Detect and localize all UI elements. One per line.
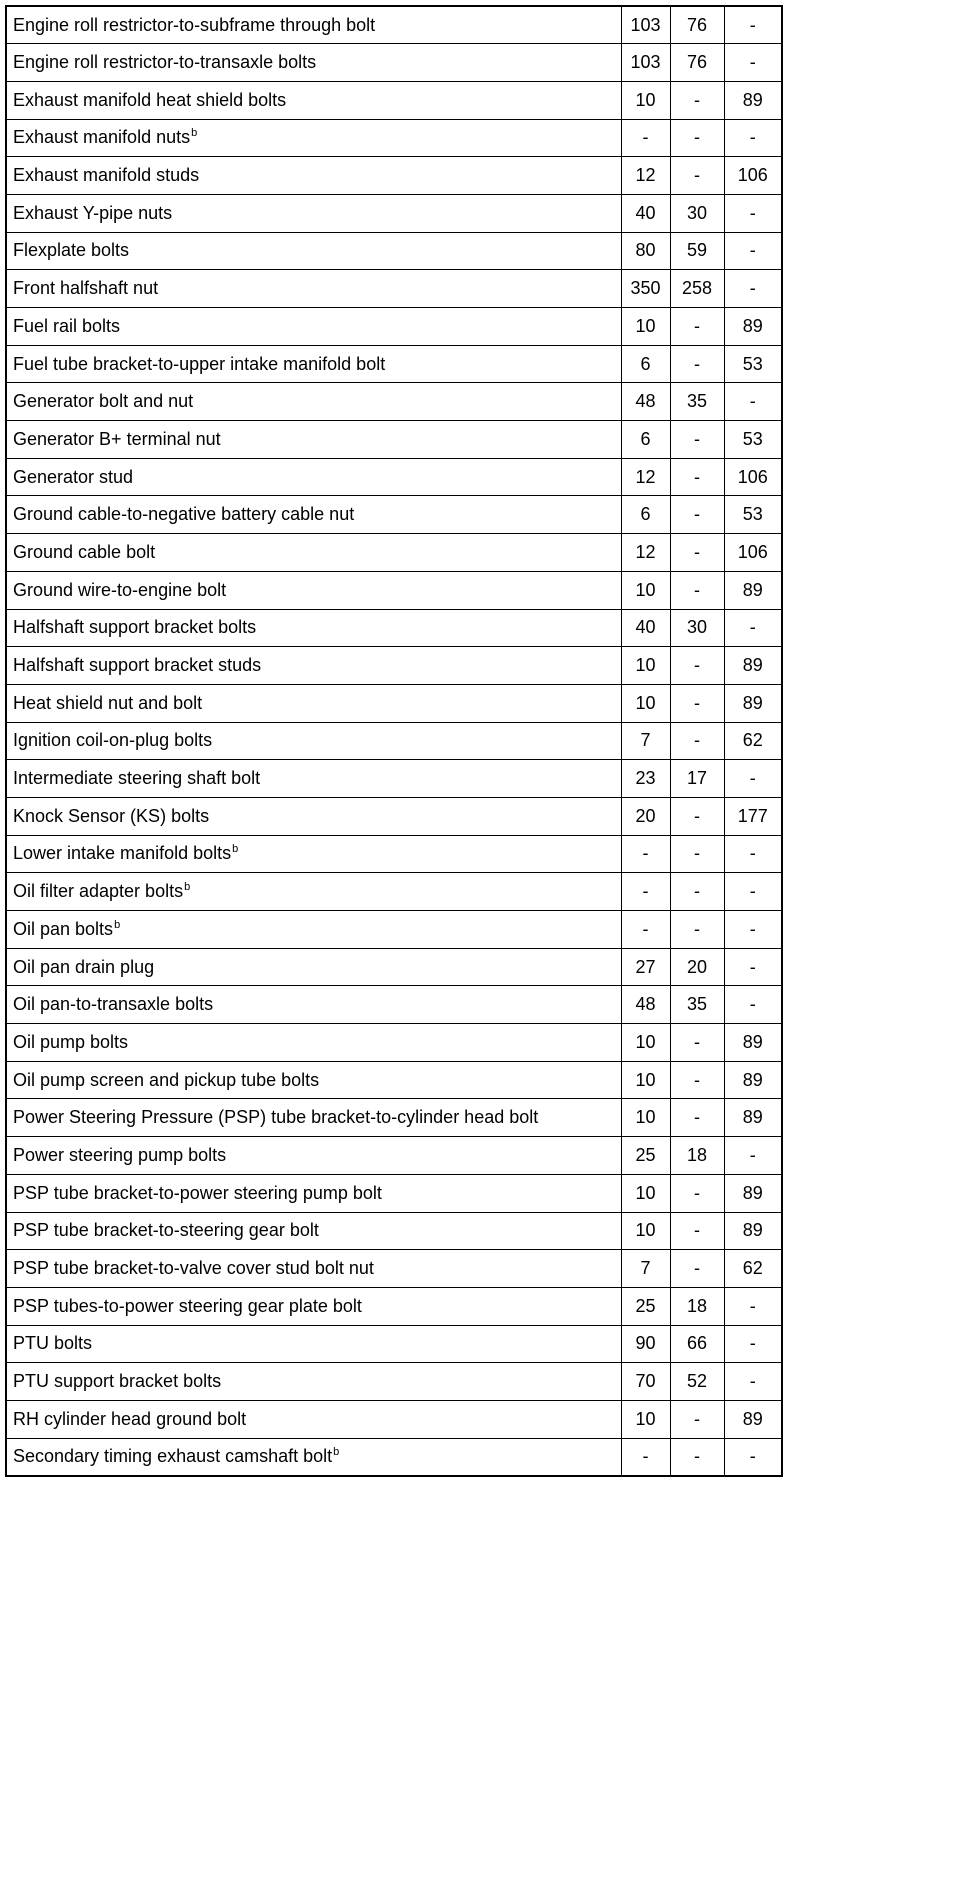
torque-lbin-cell: 89: [724, 1061, 782, 1099]
torque-lbft-cell: -: [670, 647, 724, 685]
component-description: Power Steering Pressure (PSP) tube bracket-to-cylinder head bolt: [13, 1107, 539, 1128]
torque-nm-cell: 10: [621, 571, 670, 609]
component-description-cell: [6, 1438, 621, 1476]
torque-lbft-cell: 66: [670, 1325, 724, 1363]
torque-lbin-cell: -: [724, 835, 782, 873]
table-row: [6, 760, 782, 798]
table-row: [6, 6, 782, 44]
torque-lbin-cell: -: [724, 986, 782, 1024]
torque-lbin-cell: 89: [724, 684, 782, 722]
component-description-cell: [6, 534, 621, 572]
torque-nm-cell: -: [621, 873, 670, 911]
torque-lbin-cell: -: [724, 1438, 782, 1476]
component-description: Oil pan bolts: [13, 918, 114, 939]
component-description: Exhaust manifold heat shield bolts: [13, 89, 287, 110]
torque-nm-cell: 80: [621, 232, 670, 270]
component-description: Ground cable bolt: [13, 541, 156, 562]
torque-nm-cell: 6: [621, 496, 670, 534]
torque-lbft-cell: -: [670, 1438, 724, 1476]
torque-lbft-cell: -: [670, 1174, 724, 1212]
component-description-cell: [6, 684, 621, 722]
table-row: [6, 383, 782, 421]
torque-lbin-cell: -: [724, 873, 782, 911]
table-row: [6, 684, 782, 722]
component-description-cell: [6, 1325, 621, 1363]
table-row: [6, 1174, 782, 1212]
torque-lbft-cell: -: [670, 421, 724, 459]
table-row: [6, 1250, 782, 1288]
torque-nm-cell: 48: [621, 383, 670, 421]
torque-nm-cell: 27: [621, 948, 670, 986]
torque-nm-cell: 7: [621, 1250, 670, 1288]
component-description-cell: [6, 609, 621, 647]
table-row: [6, 81, 782, 119]
torque-lbft-cell: -: [670, 797, 724, 835]
table-row: [6, 421, 782, 459]
component-description: Secondary timing exhaust camshaft bolt: [13, 1446, 333, 1467]
torque-lbft-cell: 20: [670, 948, 724, 986]
torque-lbin-cell: 89: [724, 1024, 782, 1062]
component-description-cell: [6, 835, 621, 873]
torque-lbin-cell: 89: [724, 1099, 782, 1137]
torque-nm-cell: 10: [621, 1174, 670, 1212]
torque-lbin-cell: -: [724, 1137, 782, 1175]
torque-lbin-cell: -: [724, 383, 782, 421]
table-row: [6, 1061, 782, 1099]
table-row: [6, 1325, 782, 1363]
torque-lbin-cell: 89: [724, 1174, 782, 1212]
component-description: Flexplate bolts: [13, 240, 130, 261]
table-body: [6, 6, 782, 1476]
component-description-cell: [6, 232, 621, 270]
component-description-cell: [6, 797, 621, 835]
table-row: [6, 194, 782, 232]
component-description: PSP tube bracket-to-valve cover stud bolt nut: [13, 1258, 374, 1279]
torque-lbft-cell: 52: [670, 1363, 724, 1401]
torque-lbin-cell: 89: [724, 571, 782, 609]
torque-nm-cell: -: [621, 119, 670, 157]
table-row: [6, 270, 782, 308]
torque-nm-cell: 40: [621, 609, 670, 647]
torque-nm-cell: 20: [621, 797, 670, 835]
component-description: RH cylinder head ground bolt: [13, 1408, 247, 1429]
torque-lbft-cell: -: [670, 458, 724, 496]
table-row: [6, 986, 782, 1024]
torque-lbin-cell: 89: [724, 1400, 782, 1438]
table-row: [6, 157, 782, 195]
table-row: [6, 458, 782, 496]
torque-lbin-cell: -: [724, 760, 782, 798]
table-row: [6, 873, 782, 911]
table-row: [6, 345, 782, 383]
component-description-cell: [6, 722, 621, 760]
table-row: [6, 911, 782, 949]
torque-nm-cell: 6: [621, 421, 670, 459]
torque-nm-cell: 12: [621, 458, 670, 496]
component-description-cell: [6, 157, 621, 195]
component-description-cell: [6, 194, 621, 232]
torque-nm-cell: 10: [621, 1212, 670, 1250]
component-description: Intermediate steering shaft bolt: [13, 768, 261, 789]
component-description: Halfshaft support bracket studs: [13, 655, 262, 676]
component-description: Oil pump bolts: [13, 1031, 129, 1052]
table-row: [6, 609, 782, 647]
table-row: [6, 119, 782, 157]
component-description: Engine roll restrictor-to-subframe through bolt: [13, 14, 376, 35]
torque-lbin-cell: 89: [724, 81, 782, 119]
component-description-cell: [6, 44, 621, 82]
torque-lbft-cell: 258: [670, 270, 724, 308]
table-row: [6, 534, 782, 572]
torque-lbin-cell: -: [724, 609, 782, 647]
torque-lbft-cell: 18: [670, 1137, 724, 1175]
footnote-marker: b: [191, 127, 198, 140]
table-row: [6, 571, 782, 609]
component-description: Generator B+ terminal nut: [13, 428, 221, 449]
torque-lbin-cell: 177: [724, 797, 782, 835]
component-description-cell: [6, 1137, 621, 1175]
component-description-cell: [6, 948, 621, 986]
torque-lbft-cell: -: [670, 684, 724, 722]
footnote-marker: b: [114, 918, 121, 931]
component-description: Oil filter adapter bolts: [13, 881, 184, 902]
torque-nm-cell: 12: [621, 534, 670, 572]
torque-lbft-cell: 35: [670, 986, 724, 1024]
torque-lbft-cell: 59: [670, 232, 724, 270]
table-row: [6, 1099, 782, 1137]
table-row: [6, 722, 782, 760]
component-description: Fuel tube bracket-to-upper intake manifold bolt: [13, 353, 386, 374]
component-description-cell: [6, 1024, 621, 1062]
table-row: [6, 948, 782, 986]
component-description-cell: [6, 760, 621, 798]
component-description: Knock Sensor (KS) bolts: [13, 805, 210, 826]
component-description: PTU support bracket bolts: [13, 1371, 222, 1392]
torque-lbft-cell: -: [670, 308, 724, 346]
torque-lbin-cell: 89: [724, 647, 782, 685]
torque-lbin-cell: -: [724, 1325, 782, 1363]
table-row: [6, 797, 782, 835]
component-description-cell: [6, 6, 621, 44]
component-description-cell: [6, 119, 621, 157]
torque-nm-cell: 10: [621, 1099, 670, 1137]
torque-lbin-cell: -: [724, 911, 782, 949]
footnote-marker: b: [333, 1446, 340, 1459]
torque-lbft-cell: -: [670, 1250, 724, 1288]
component-description-cell: [6, 1400, 621, 1438]
torque-lbft-cell: -: [670, 873, 724, 911]
torque-lbft-cell: 17: [670, 760, 724, 798]
table-row: [6, 44, 782, 82]
torque-nm-cell: -: [621, 911, 670, 949]
table-row: [6, 1212, 782, 1250]
torque-specification-table: [5, 5, 783, 1477]
torque-nm-cell: 48: [621, 986, 670, 1024]
torque-lbft-cell: -: [670, 345, 724, 383]
torque-lbft-cell: -: [670, 534, 724, 572]
component-description-cell: [6, 496, 621, 534]
torque-lbin-cell: -: [724, 6, 782, 44]
component-description-cell: [6, 986, 621, 1024]
torque-lbin-cell: -: [724, 232, 782, 270]
footnote-marker: b: [184, 881, 191, 894]
torque-lbin-cell: 89: [724, 1212, 782, 1250]
torque-nm-cell: -: [621, 1438, 670, 1476]
component-description: Generator stud: [13, 466, 134, 487]
footnote-marker: b: [232, 843, 239, 856]
component-description: PSP tube bracket-to-power steering pump bolt: [13, 1182, 382, 1203]
component-description-cell: [6, 270, 621, 308]
component-description: Exhaust manifold nuts: [13, 127, 191, 148]
torque-lbft-cell: 30: [670, 609, 724, 647]
torque-nm-cell: 12: [621, 157, 670, 195]
torque-lbin-cell: 106: [724, 157, 782, 195]
table-row: [6, 496, 782, 534]
torque-lbin-cell: 106: [724, 458, 782, 496]
torque-lbft-cell: -: [670, 119, 724, 157]
torque-nm-cell: 7: [621, 722, 670, 760]
torque-nm-cell: 10: [621, 81, 670, 119]
torque-nm-cell: 103: [621, 44, 670, 82]
torque-nm-cell: 70: [621, 1363, 670, 1401]
torque-nm-cell: 10: [621, 1400, 670, 1438]
torque-lbft-cell: -: [670, 911, 724, 949]
torque-lbft-cell: 18: [670, 1287, 724, 1325]
torque-nm-cell: 10: [621, 308, 670, 346]
component-description: Generator bolt and nut: [13, 391, 194, 412]
component-description: PSP tubes-to-power steering gear plate bolt: [13, 1295, 362, 1316]
component-description: Heat shield nut and bolt: [13, 692, 203, 713]
torque-nm-cell: 10: [621, 1024, 670, 1062]
torque-lbft-cell: -: [670, 1061, 724, 1099]
component-description-cell: [6, 458, 621, 496]
component-description-cell: [6, 81, 621, 119]
torque-lbin-cell: 62: [724, 722, 782, 760]
torque-nm-cell: 90: [621, 1325, 670, 1363]
torque-lbin-cell: -: [724, 119, 782, 157]
component-description-cell: [6, 1212, 621, 1250]
component-description: Exhaust Y-pipe nuts: [13, 202, 173, 223]
table-row: [6, 835, 782, 873]
torque-nm-cell: 23: [621, 760, 670, 798]
component-description: Ground cable-to-negative battery cable nut: [13, 504, 355, 525]
component-description-cell: [6, 1363, 621, 1401]
component-description: Power steering pump bolts: [13, 1144, 227, 1165]
torque-lbft-cell: -: [670, 1212, 724, 1250]
component-description-cell: [6, 571, 621, 609]
component-description-cell: [6, 383, 621, 421]
component-description: Oil pan-to-transaxle bolts: [13, 994, 214, 1015]
torque-lbft-cell: -: [670, 1400, 724, 1438]
component-description: Oil pump screen and pickup tube bolts: [13, 1069, 320, 1090]
torque-nm-cell: 350: [621, 270, 670, 308]
component-description-cell: [6, 1174, 621, 1212]
component-description: Ground wire-to-engine bolt: [13, 579, 227, 600]
torque-nm-cell: 103: [621, 6, 670, 44]
table-row: [6, 1287, 782, 1325]
component-description: Front halfshaft nut: [13, 278, 159, 299]
component-description-cell: [6, 911, 621, 949]
torque-lbin-cell: 53: [724, 345, 782, 383]
torque-lbin-cell: -: [724, 194, 782, 232]
component-description: Exhaust manifold studs: [13, 165, 200, 186]
component-description-cell: [6, 1061, 621, 1099]
torque-lbft-cell: 76: [670, 6, 724, 44]
component-description: Lower intake manifold bolts: [13, 843, 232, 864]
torque-lbin-cell: 53: [724, 496, 782, 534]
torque-nm-cell: 10: [621, 1061, 670, 1099]
torque-lbin-cell: -: [724, 1287, 782, 1325]
torque-lbft-cell: 30: [670, 194, 724, 232]
component-description-cell: [6, 647, 621, 685]
torque-lbft-cell: -: [670, 81, 724, 119]
component-description-cell: [6, 1099, 621, 1137]
torque-lbft-cell: -: [670, 1024, 724, 1062]
torque-lbft-cell: -: [670, 835, 724, 873]
torque-lbin-cell: -: [724, 270, 782, 308]
torque-lbin-cell: -: [724, 1363, 782, 1401]
torque-lbft-cell: -: [670, 722, 724, 760]
torque-lbft-cell: 76: [670, 44, 724, 82]
torque-lbft-cell: -: [670, 571, 724, 609]
component-description-cell: [6, 1287, 621, 1325]
torque-nm-cell: 25: [621, 1287, 670, 1325]
component-description: PSP tube bracket-to-steering gear bolt: [13, 1220, 319, 1241]
table-row: [6, 1024, 782, 1062]
torque-lbin-cell: -: [724, 44, 782, 82]
table-row: [6, 647, 782, 685]
component-description: Oil pan drain plug: [13, 956, 155, 977]
torque-nm-cell: 10: [621, 684, 670, 722]
table-row: [6, 232, 782, 270]
torque-nm-cell: 40: [621, 194, 670, 232]
torque-lbin-cell: 62: [724, 1250, 782, 1288]
torque-lbft-cell: -: [670, 1099, 724, 1137]
component-description-cell: [6, 1250, 621, 1288]
component-description: PTU bolts: [13, 1333, 93, 1354]
component-description-cell: [6, 345, 621, 383]
component-description-cell: [6, 308, 621, 346]
component-description-cell: [6, 873, 621, 911]
table-row: [6, 1438, 782, 1476]
table-row: [6, 1363, 782, 1401]
torque-nm-cell: 6: [621, 345, 670, 383]
torque-nm-cell: 25: [621, 1137, 670, 1175]
component-description: Ignition coil-on-plug bolts: [13, 730, 213, 751]
torque-lbin-cell: 89: [724, 308, 782, 346]
torque-lbin-cell: 53: [724, 421, 782, 459]
table-row: [6, 308, 782, 346]
component-description: Fuel rail bolts: [13, 315, 121, 336]
table-row: [6, 1137, 782, 1175]
torque-lbft-cell: 35: [670, 383, 724, 421]
component-description: Engine roll restrictor-to-transaxle bolts: [13, 52, 317, 73]
torque-nm-cell: -: [621, 835, 670, 873]
component-description: Halfshaft support bracket bolts: [13, 617, 257, 638]
torque-nm-cell: 10: [621, 647, 670, 685]
torque-lbin-cell: -: [724, 948, 782, 986]
component-description-cell: [6, 421, 621, 459]
table-row: [6, 1400, 782, 1438]
torque-lbft-cell: -: [670, 496, 724, 534]
torque-lbft-cell: -: [670, 157, 724, 195]
torque-lbin-cell: 106: [724, 534, 782, 572]
